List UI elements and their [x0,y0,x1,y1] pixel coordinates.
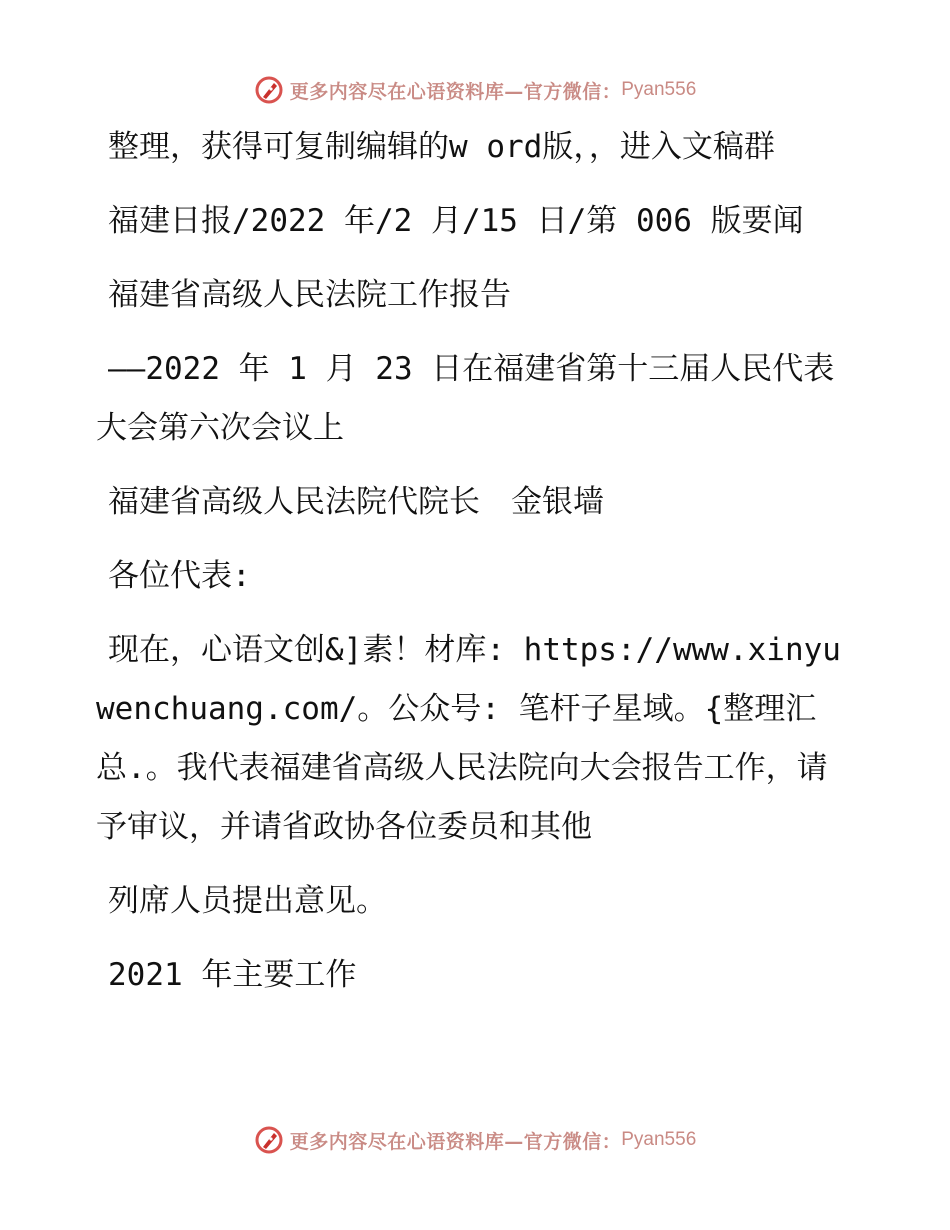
watermark-text: 更多内容尽在心语资料库—官方微信： [289,80,622,103]
watermark-id: Pyan556 [621,1129,697,1150]
header-watermark [0,72,950,108]
salutation: 各位代表: [108,558,251,594]
pen-nib-circle-icon [254,1125,284,1155]
paragraph-intro: 整理，获得可复制编辑的w ord版，，进入文稿群 [108,129,775,165]
section-heading: 2021 年主要工作 [108,957,357,993]
footer-watermark [0,1122,950,1158]
paragraph-body: 现在，心语文创&]素！材库: https://www.xinyuwenchuang.com/。公众号: 笔杆子星域。{整理汇总.。我代表福建省高级人民法院向大会报告工作，请予审议，并请省政协各位委员和其他 [96,632,841,845]
document-title: 福建省高级人民法院工作报告 [108,277,511,313]
pen-nib-circle-icon [254,75,284,105]
paragraph-source: 福建日报/2022 年/2 月/15 日/第 006 版要闻 [108,203,804,239]
document-author: 福建省高级人民法院代院长 金银墙 [108,484,604,520]
paragraph-body-continued: 列席人员提出意见。 [108,883,387,919]
document-body [96,118,856,1020]
watermark-id: Pyan556 [621,79,697,100]
watermark-text: 更多内容尽在心语资料库—官方微信： [289,1130,622,1153]
document-subtitle: ——2022 年 1 月 23 日在福建省第十三届人民代表大会第六次会议上 [96,351,835,446]
